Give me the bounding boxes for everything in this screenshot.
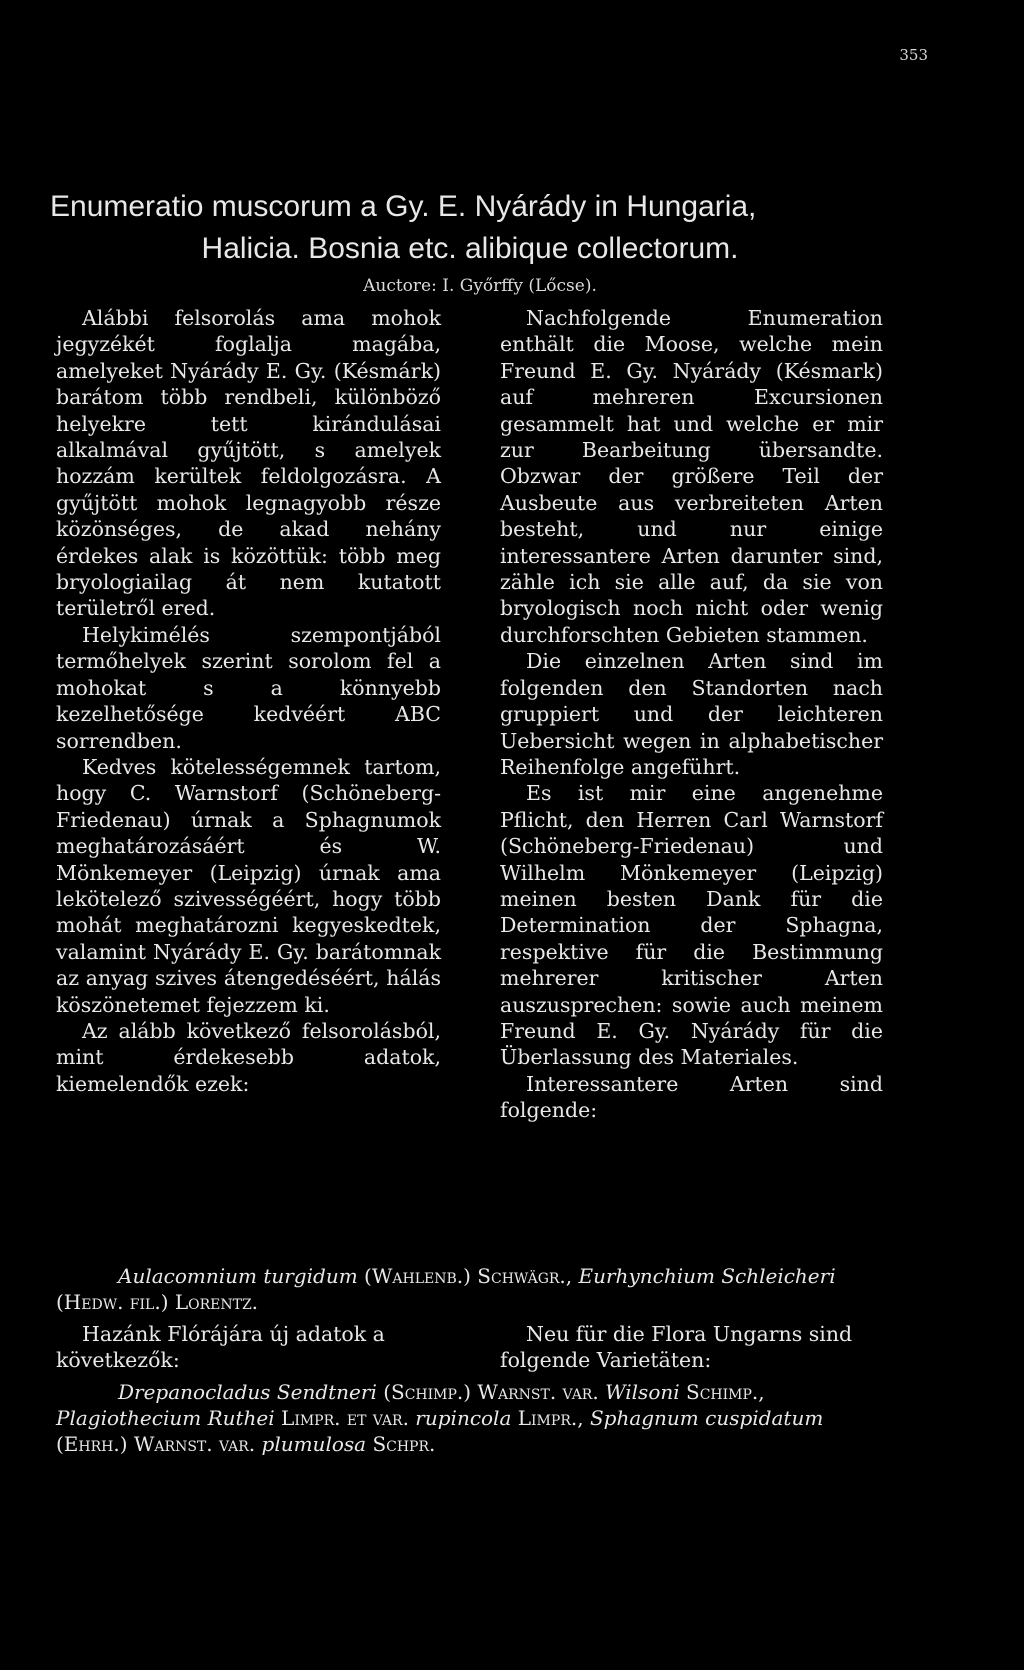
de-paragraph-2: Die einzelnen Arten sind im folgenden den Standorten nach gruppiert und der leichteren Uebersicht wegen in alphabetischer Reihenfolge angeführt. xyxy=(500,649,883,779)
article-title xyxy=(50,186,890,270)
hu-new-records-intro: Hazánk Flórájára új adatok a következők: xyxy=(56,1322,385,1373)
species-author: (Wahlenb.) Schwägr., xyxy=(364,1264,573,1288)
title-line-1: Enumeratio muscorum a Gy. E. Nyárády in Hungaria, xyxy=(50,190,757,223)
species-author: Limpr. et var. xyxy=(281,1406,409,1430)
species-name: Sphagnum cuspidatum xyxy=(589,1406,824,1430)
species-author: (Hedw. fil.) Lorentz. xyxy=(56,1290,259,1314)
de-paragraph-1: Nachfolgende Enumeration enthält die Moose, welche mein Freund E. Gy. Nyárády (Késmark) auf mehreren Excursionen gesammelt hat und welche er mir zur Bearbeitung übersandte. Obzwar der größere Teil der Ausbeute aus verbreiteten Arten besteht, und nur einige interessantere Arten darunter sind, zähle ich sie alle auf, da sie von bryologisch noch nicht oder wenig durchforschten Gebieten stammen. xyxy=(500,306,883,647)
species-list-1 xyxy=(56,1263,884,1315)
species-author: Schpr. xyxy=(372,1432,436,1456)
species-author: Schimp., xyxy=(686,1380,765,1404)
species-name: Aulacomnium turgidum xyxy=(118,1264,358,1288)
hungarian-column xyxy=(56,305,441,1097)
title-line-2: Halicia. Bosnia etc. alibique collectorum. xyxy=(201,232,739,265)
german-column xyxy=(500,305,883,1124)
species-name: Plagiothecium Ruthei xyxy=(56,1406,275,1430)
species-author: Limpr., xyxy=(517,1406,584,1430)
species-list-2 xyxy=(56,1379,884,1457)
variety-name: Wilsoni xyxy=(605,1380,680,1404)
de-paragraph-3: Es ist mir eine angenehme Pflicht, den Herren Carl Warnstorf (Schöneberg-Friedenau) und Wilhelm Mönkemeyer (Leipzig) meinen besten Dank für die Determination der Sphagna, respektive für die Bestimmung mehrerer kritischer Arten auszusprechen: sowie auch meinem Freund E. Gy. Nyárády für die Überlassung des Materiales. xyxy=(500,781,883,1070)
species-author: (Schimp.) Warnst. var. xyxy=(383,1380,599,1404)
de-paragraph-4: Interessantere Arten sind folgende: xyxy=(500,1071,883,1123)
variety-name: plumulosa xyxy=(261,1432,367,1456)
author-line: Auctore: I. Győrffy (Lőcse). xyxy=(363,276,597,296)
hu-paragraph-2: Helykimélés szempontjából termőhelyek szerint sorolom fel a mohokat s a könnyebb kezelhetősége kedvéért ABC sorrendben. xyxy=(56,622,441,753)
page-number: 353 xyxy=(899,46,928,64)
species-name: Eurhynchium Schleicheri xyxy=(578,1264,836,1288)
species-author: (Ehrh.) Warnst. var. xyxy=(56,1432,256,1456)
hu-paragraph-3: Kedves kötelességemnek tartom, hogy C. Warnstorf (Schöneberg-Friedenau) úrnak a Sphagnumok meghatározásáért és W. Mönkemeyer (Leipzig) úrnak ama lekötelező szivességéért, hogy több mohát meghatározni kegyeskedtek, valamint Nyárády E. Gy. barátomnak az anyag szives átengedéséért, hálás köszönetemet fejezzem ki. xyxy=(56,754,441,1017)
hu-paragraph-1: Alábbi felsorolás ama mohok jegyzékét foglalja magába, amelyeket Nyárády E. Gy. (Késmárk) barátom több rendbeli, különböző helyekre tett kirándulásai alkalmával gyűjtött, s amelyek hozzám kerültek feldolgozásra. A gyűjtött mohok legnagyobb része közönséges, de akad nehány érdekes alak is közöttük: több meg bryologiailag át nem kutatott területről ered. xyxy=(56,306,441,621)
variety-name: rupincola xyxy=(415,1406,512,1430)
species-name: Drepanocladus Sendtneri xyxy=(118,1380,377,1404)
de-new-records-intro: Neu für die Flora Ungarns sind folgende Varietäten: xyxy=(500,1322,853,1373)
hu-paragraph-4: Az alább következő felsorolásból, mint érdekesebb adatok, kiemelendők ezek: xyxy=(56,1018,441,1096)
